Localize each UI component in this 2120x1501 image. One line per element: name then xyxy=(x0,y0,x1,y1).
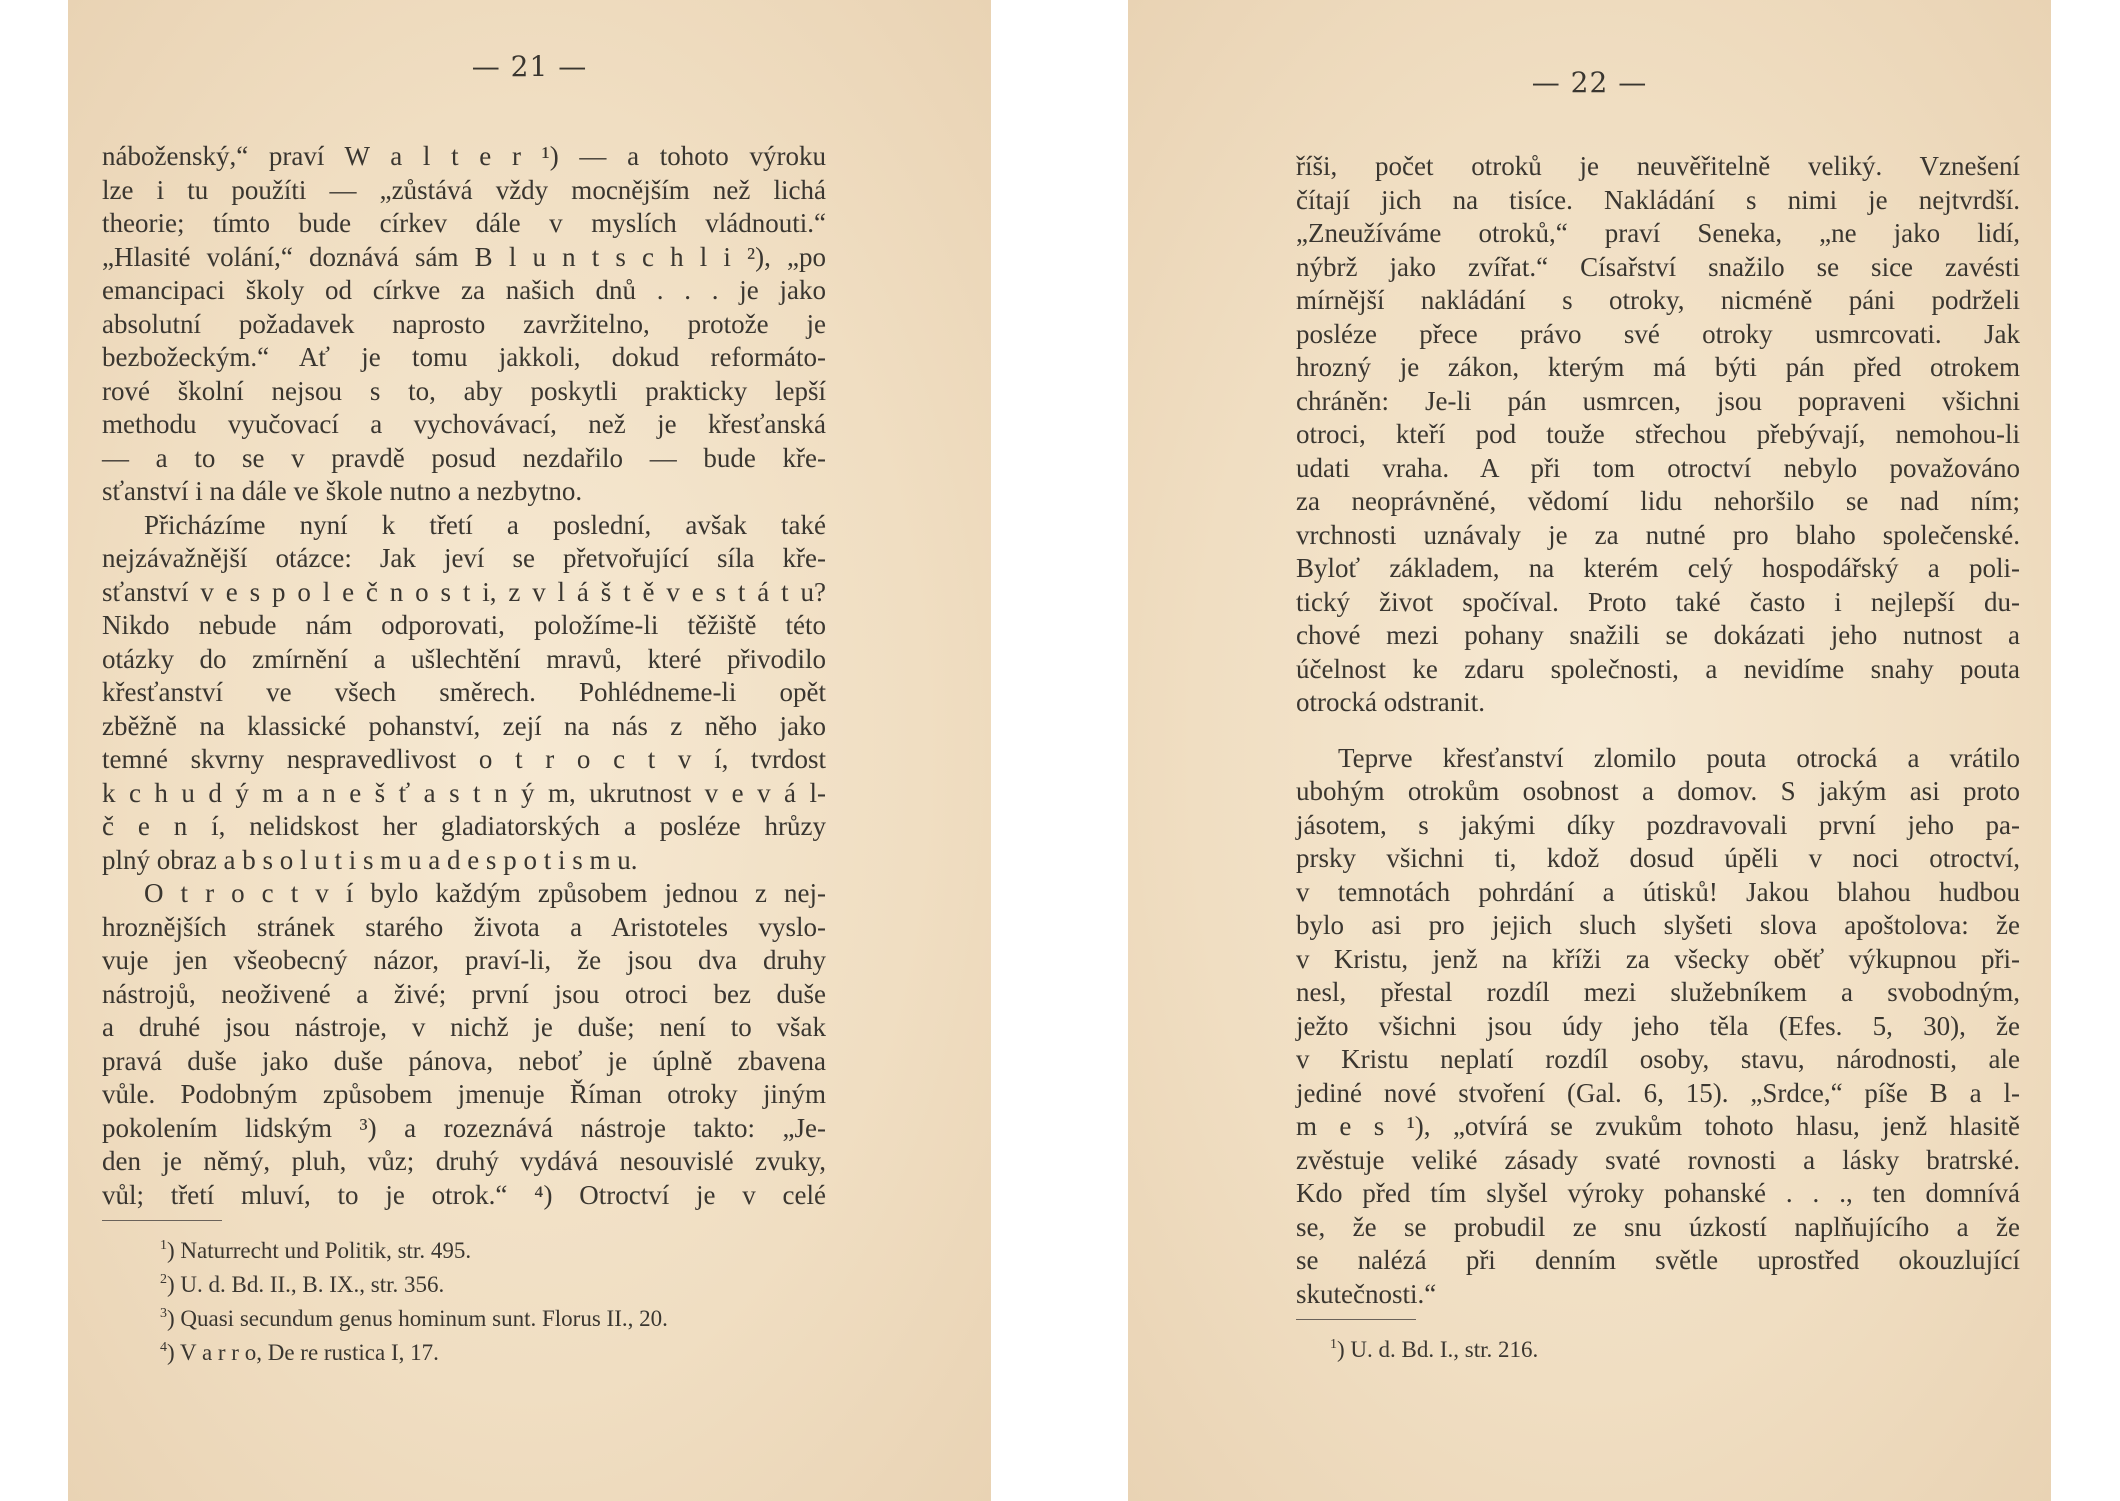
text-line: říši, počet otroků je neuvěřitelně veliký. Vznešení xyxy=(1296,151,2020,181)
footnote-divider xyxy=(1296,1319,1416,1320)
left-page xyxy=(68,0,991,1501)
text-line: hrozný je zákon, kterým má býti pán před otrokem xyxy=(1296,352,2020,382)
text-line: nesl, přestal rozdíl mezi služebníkem a svobodným, xyxy=(1296,977,2020,1007)
text-line: nejzávažnější otázce: Jak jeví se přetvořující síla kře- xyxy=(102,543,826,573)
text-line: sťanství v e s p o l e č n o s t i, z v l á š t ě v e s t á t u? xyxy=(102,576,826,607)
footnote: $^4$) V a r r o, De re rustica I, 17. xyxy=(160,1340,439,1365)
text-line: lze i tu použíti — „zůstává vždy mocnějším než lichá xyxy=(102,174,826,205)
text-line: chové mezi pohany snažili se dokázati jeho nutnost a xyxy=(1296,620,2020,650)
text-line: emancipaci školy od církve za našich dnů . . . je jako xyxy=(102,275,826,305)
page-number: — 22 — xyxy=(1531,66,1648,99)
text-line: vůle. Podobným způsobem jmenuje Říman otroky jiným xyxy=(102,1079,826,1109)
text-line: temné skvrny nespravedlivost o t r o c t v í, tvrdost xyxy=(102,744,826,774)
footnote: $^1$) Naturrecht und Politik, str. 495. xyxy=(160,1238,472,1263)
text-line: zběžně na klassické pohanství, zejí na nás z něho jako xyxy=(102,710,826,741)
text-column xyxy=(102,140,826,1367)
text-line: účelnost ke zdaru společnosti, a nevidíme snahy pouta xyxy=(1296,653,2020,684)
text-line: Teprve křesťanství zlomilo pouta otrocká a vrátilo xyxy=(1338,742,2020,773)
text-line: m e s ¹), „otvírá se zvukům tohoto hlasu, jenž hlasitě xyxy=(1296,1111,2020,1141)
text-line: posléze přece právo své otroky usmrcovati. Jak xyxy=(1296,318,2020,349)
text-line: v Kristu, jenž na kříži za všecky oběť výkupnou při- xyxy=(1296,943,2020,974)
text-line: nástrojů, neoživené a živé; první jsou otroci bez duše xyxy=(102,978,826,1009)
text-line: tický život spočíval. Proto také často i nejlepší du- xyxy=(1296,586,2020,617)
text-line: vrchnosti uznávaly je za nutné pro blaho společenské. xyxy=(1296,519,2020,550)
text-line: mírnější nakládání s otroky, nicméně páni podrželi xyxy=(1296,285,2020,315)
text-line: Kdo před tím slyšel výroky pohanské . . ., ten domnívá xyxy=(1296,1178,2020,1208)
page-number: — 21 — xyxy=(471,50,588,83)
text-line: otrocká odstranit. xyxy=(1296,687,1485,717)
text-line: vůl; třetí mluví, to je otrok.“ ⁴) Otroctví je v celé xyxy=(102,1179,826,1210)
text-line: bezbožeckým.“ Ať je tomu jakkoli, dokud reformáto- xyxy=(102,342,826,372)
text-line: udati vraha. A při tom otroctví nebylo považováno xyxy=(1296,452,2020,483)
text-line: Byloť základem, na kterém celý hospodářský a poli- xyxy=(1296,553,2020,583)
right-page xyxy=(1128,0,2051,1501)
text-line: čítají jich na tisíce. Nakládání s nimi je nejtvrdší. xyxy=(1296,184,2020,215)
text-line: O t r o c t v í bylo každým způsobem jednou z nej- xyxy=(144,878,826,908)
text-line: vuje jen všeobecný názor, praví-li, že jsou dva druhy xyxy=(102,945,826,975)
paragraph-gap xyxy=(1296,720,2020,742)
text-line: náboženský,“ praví W a l t e r ¹) — a tohoto výroku xyxy=(102,141,826,171)
text-line: za neoprávněné, vědomí lidu nehoršilo se nad ním; xyxy=(1296,486,2020,516)
text-line: pokolením lidským ³) a rozeznává nástroje takto: „Je- xyxy=(102,1112,826,1143)
text-line: č e n í, nelidskost her gladiatorských a posléze hrůzy xyxy=(102,811,826,841)
text-line: methodu vyučovací a vychovávací, než je křesťanská xyxy=(102,409,826,439)
text-line: křesťanství ve všech směrech. Pohlédneme-li opět xyxy=(102,677,826,707)
text-line: k c h u d ý m a n e š ť a s t n ý m, ukrutnost v e v á l- xyxy=(102,777,826,808)
text-line: theorie; tímto bude církev dále v myslích vládnouti.“ xyxy=(102,208,826,238)
text-line: bylo asi pro jejich sluch slyšeti slova apoštolova: že xyxy=(1296,910,2020,940)
footnote: $^2$) U. d. Bd. II., B. IX., str. 356. xyxy=(160,1272,445,1297)
text-line: ubohým otrokům osobnost a domov. S jakým asi proto xyxy=(1296,776,2020,806)
footnote: $^1$) U. d. Bd. I., str. 216. xyxy=(1330,1337,1539,1362)
text-line: hroznějších stránek starého života a Aristoteles vyslo- xyxy=(102,911,826,942)
text-line: se, že se probudil ze snu úzkostí naplňujícího a že xyxy=(1296,1211,2020,1242)
text-line: v temnotách pohrdání a útisků! Jakou blahou hudbou xyxy=(1296,876,2020,907)
text-line: skutečnosti.“ xyxy=(1296,1278,1437,1309)
text-line: sťanství i na dále ve škole nutno a nezbytno. xyxy=(102,476,583,506)
text-line: jásotem, s jakými díky pozdravovali první jeho pa- xyxy=(1296,809,2020,840)
text-line: v Kristu neplatí rozdíl osoby, stavu, národnosti, ale xyxy=(1296,1044,2020,1074)
text-line: prsky všichni ti, kdož dosud úpěli v noci otroctví, xyxy=(1296,843,2020,873)
text-line: plný obraz a b s o l u t i s m u a d e s p o t i s m u. xyxy=(102,844,638,875)
text-line: nýbrž jako zvířat.“ Císařství snažilo se sice zavésti xyxy=(1296,251,2020,282)
text-line: ježto všichni jsou údy jeho těla (Efes. 5, 30), že xyxy=(1296,1010,2020,1041)
text-line: zvěstuje veliké zásady svaté rovnosti a lásky bratrské. xyxy=(1296,1144,2020,1175)
text-line: se nalézá při denním světle uprostřed okouzlující xyxy=(1296,1245,2020,1275)
text-column xyxy=(1296,150,2020,1364)
footnote-divider xyxy=(102,1220,222,1221)
text-line: otázky do zmírnění a ušlechtění mravů, které přivodilo xyxy=(102,643,826,674)
text-line: Přicházíme nyní k třetí a poslední, avšak také xyxy=(144,509,826,540)
text-line: den je němý, pluh, vůz; druhý vydává nesouvislé zvuky, xyxy=(102,1146,826,1176)
text-line: — a to se v pravdě posud nezdařilo — bude kře- xyxy=(102,442,826,473)
text-line: pravá duše jako duše pánova, neboť je úplně zbavena xyxy=(102,1045,826,1076)
text-line: „Zneužíváme otroků,“ praví Seneka, „ne jako lidí, xyxy=(1296,218,2020,248)
text-line: „Hlasité volání,“ doznává sám B l u n t s c h l i ²), „po xyxy=(102,241,826,272)
text-line: chráněn: Je-li pán usmrcen, jsou popraveni všichni xyxy=(1296,385,2020,416)
text-line: jediné nové stvoření (Gal. 6, 15). „Srdce,“ píše B a l- xyxy=(1296,1077,2020,1108)
footnote: $^3$) Quasi secundum genus hominum sunt. Florus II., 20. xyxy=(160,1306,668,1331)
text-line: a druhé jsou nástroje, v nichž je duše; není to však xyxy=(102,1012,826,1042)
text-line: otroci, kteří pod touže střechou přebývají, nemohou-li xyxy=(1296,419,2020,449)
text-line: rové školní nejsou s to, aby poskytli prakticky lepší xyxy=(102,375,826,406)
text-line: Nikdo nebude nám odporovati, položíme-li těžiště této xyxy=(102,610,826,640)
text-line: absolutní požadavek naprosto zavržitelno, protože je xyxy=(102,308,826,339)
